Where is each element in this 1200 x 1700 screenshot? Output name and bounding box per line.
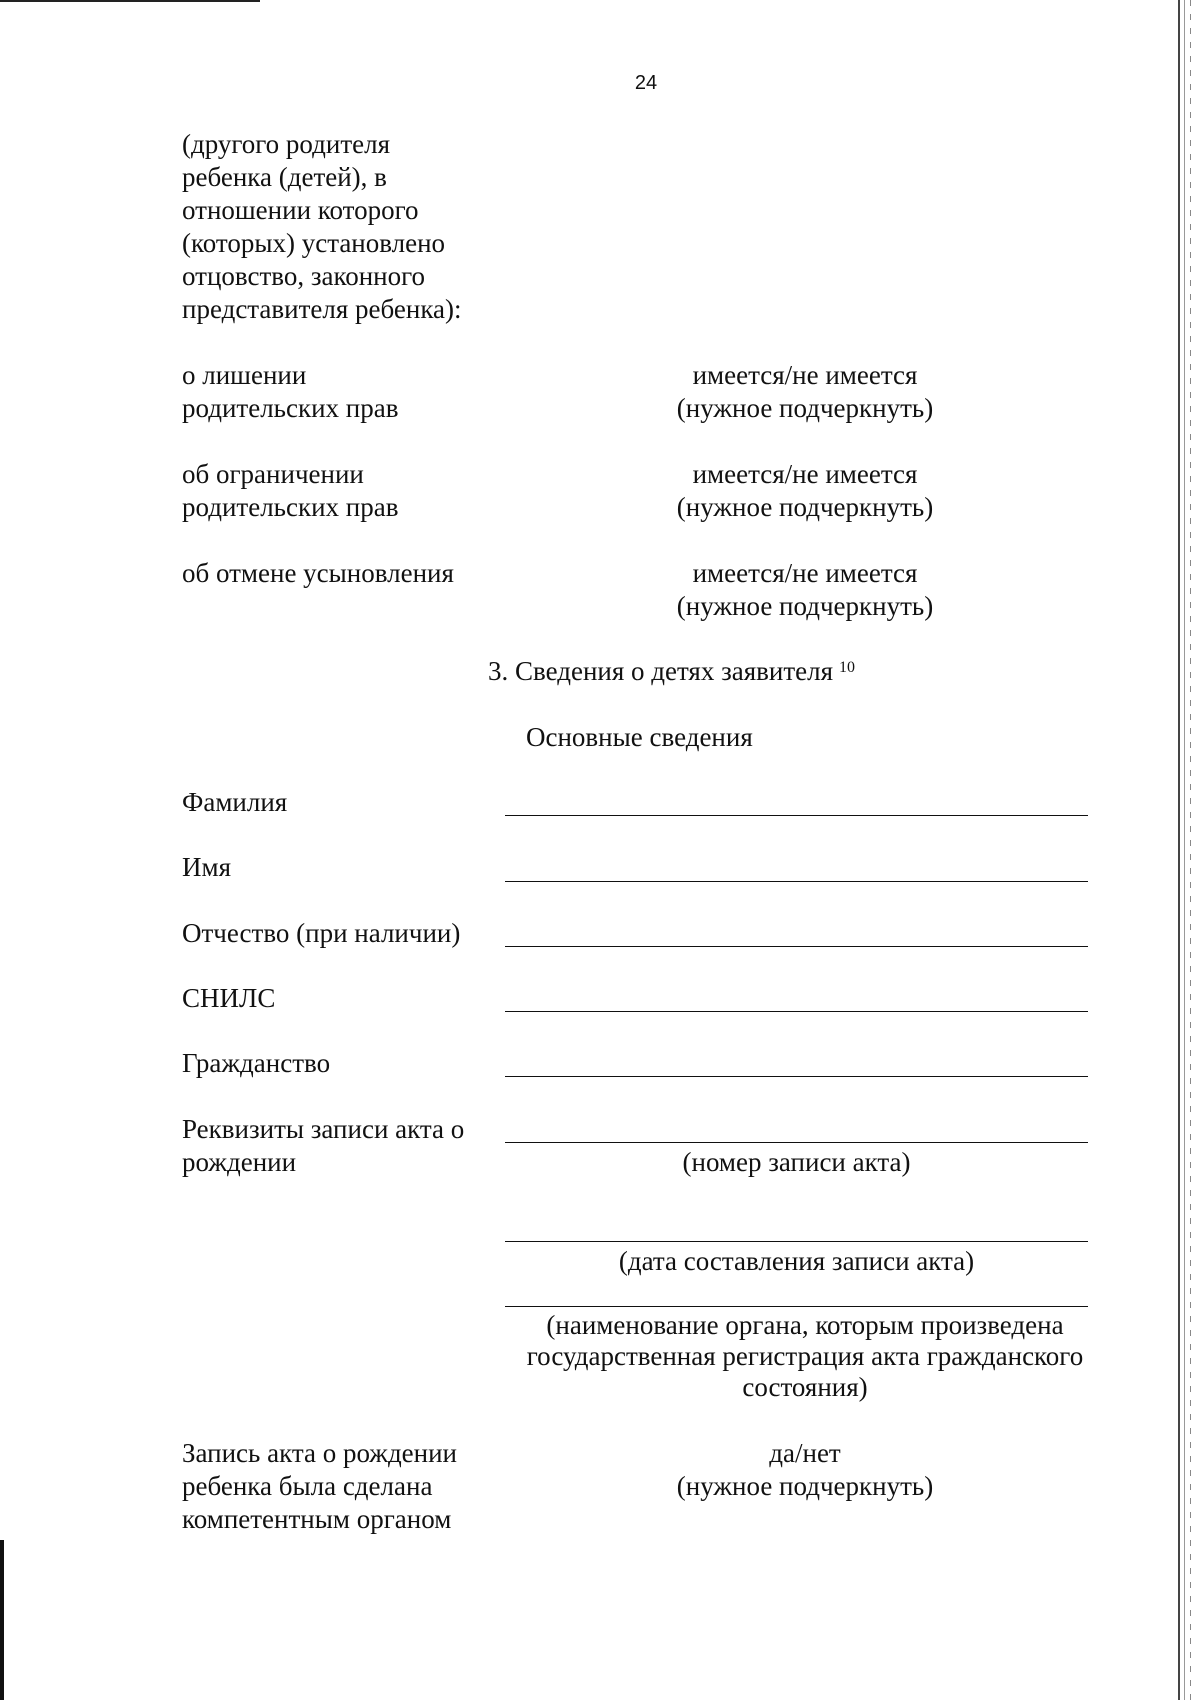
footnote-marker: 10	[839, 659, 856, 676]
authority-caption: состояния)	[742, 1372, 868, 1402]
authority-caption: (наименование органа, которым произведена	[546, 1310, 1064, 1340]
option-value[interactable]: имеется/не имеется	[692, 558, 918, 588]
scan-edge-right-dashed	[1190, 0, 1191, 1700]
intro-line: представителя ребенка):	[182, 294, 462, 324]
option-label: о лишении	[182, 360, 307, 390]
option-hint: (нужное подчеркнуть)	[676, 393, 934, 423]
field-label: Отчество (при наличии)	[182, 918, 461, 948]
scan-edge-left	[0, 1540, 4, 1700]
snils-input-line[interactable]	[505, 1011, 1088, 1012]
field-label: СНИЛС	[182, 983, 276, 1013]
section-title: 3. Сведения о детях заявителя $^{10}$	[488, 656, 856, 686]
option-value[interactable]: имеется/не имеется	[692, 360, 918, 390]
option-value[interactable]: имеется/не имеется	[692, 459, 918, 489]
citizenship-input-line[interactable]	[505, 1076, 1088, 1077]
field-label: компетентным органом	[182, 1504, 452, 1534]
option-label: родительских прав	[182, 393, 399, 423]
surname-input-line[interactable]	[505, 815, 1088, 816]
record-date-caption: (дата составления записи акта)	[618, 1246, 975, 1276]
field-label: ребенка была сделана	[182, 1471, 433, 1501]
option-hint: (нужное подчеркнуть)	[676, 591, 934, 621]
authority-caption: государственная регистрация акта гражданского	[526, 1341, 1084, 1371]
option-hint: (нужное подчеркнуть)	[676, 492, 934, 522]
field-label: Имя	[182, 852, 232, 882]
field-label: рождении	[182, 1147, 297, 1177]
patronymic-input-line[interactable]	[505, 946, 1088, 947]
scan-edge-right-inner	[1184, 0, 1185, 1700]
field-label: Фамилия	[182, 787, 288, 817]
intro-line: (другого родителя	[182, 129, 391, 159]
scan-edge-right	[1178, 0, 1180, 1700]
intro-line: отцовство, законного	[182, 261, 426, 291]
field-label: Гражданство	[182, 1048, 331, 1078]
yes-no-hint: (нужное подчеркнуть)	[676, 1471, 934, 1501]
field-label: Запись акта о рождении	[182, 1438, 458, 1468]
intro-line: (которых) установлено	[182, 228, 446, 258]
record-number-input-line[interactable]	[505, 1142, 1088, 1143]
field-label: Реквизиты записи акта о	[182, 1114, 465, 1144]
option-label: об отмене усыновления	[182, 558, 454, 588]
yes-no-value[interactable]: да/нет	[769, 1438, 841, 1468]
name-input-line[interactable]	[505, 881, 1088, 882]
authority-input-line[interactable]	[505, 1306, 1088, 1307]
section-subtitle: Основные сведения	[526, 722, 753, 752]
page-number: 24	[634, 72, 658, 94]
option-label: родительских прав	[182, 492, 399, 522]
intro-line: ребенка (детей), в	[182, 162, 387, 192]
record-date-input-line[interactable]	[505, 1241, 1088, 1242]
intro-line: отношении которого	[182, 195, 419, 225]
record-number-caption: (номер записи акта)	[682, 1147, 911, 1177]
scan-edge-top	[0, 0, 260, 2]
option-label: об ограничении	[182, 459, 364, 489]
